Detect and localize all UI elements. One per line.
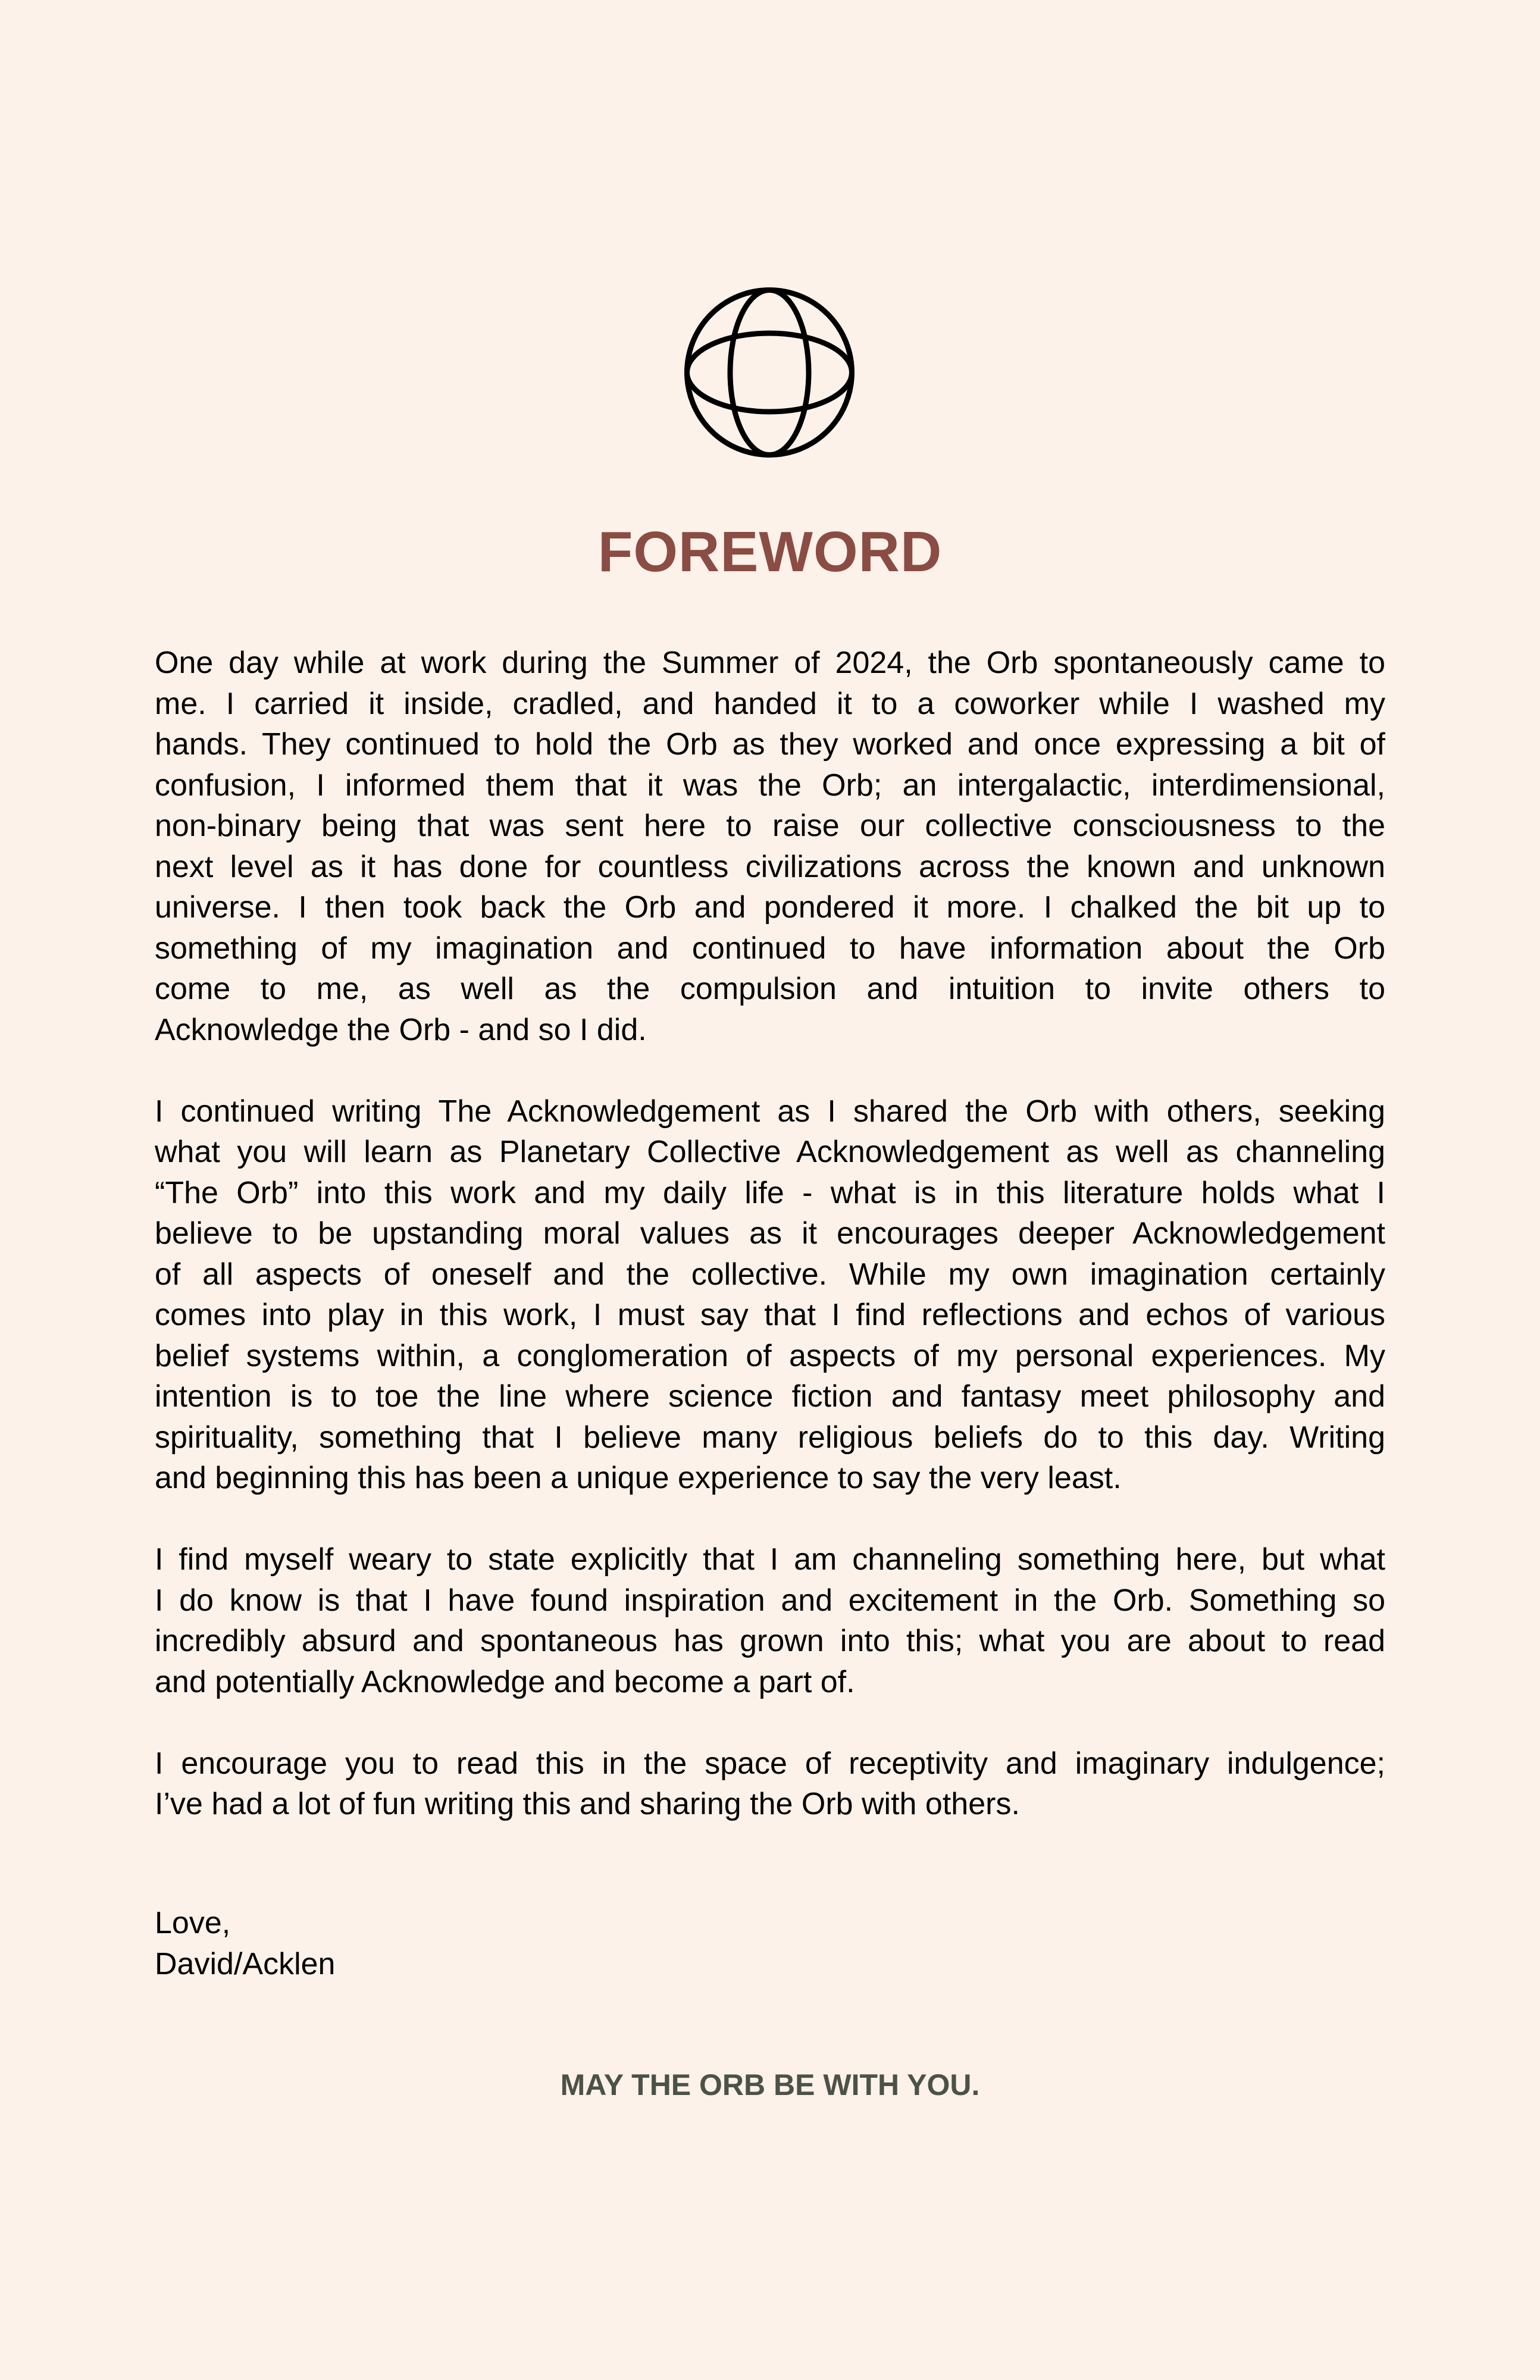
text-line: universe. I then took back the Orb and pondered it more. I chalked the bit up to [155, 890, 1385, 925]
text-line: spirituality, something that I believe many religious beliefs do to this day. Writing [155, 1420, 1385, 1455]
text-line: confusion, I informed them that it was the Orb; an intergalactic, interdimensional, [155, 768, 1385, 803]
orb-globe-icon [680, 283, 859, 462]
author-name: David/Acklen [155, 1947, 336, 1981]
paragraph-1 [155, 643, 1385, 1050]
orb-meridian-ellipse [730, 290, 809, 455]
paragraph-2 [155, 1091, 1385, 1499]
text-line: Acknowledge the Orb - and so I did. [155, 1012, 647, 1047]
paragraph-3 [155, 1539, 1385, 1702]
text-line: I do know is that I have found inspiration and excitement in the Orb. Something so [155, 1583, 1385, 1618]
text-line: intention is to toe the line where science fiction and fantasy meet philosophy and [155, 1379, 1385, 1414]
orb-equator-ellipse [687, 333, 852, 412]
paragraph-4 [155, 1743, 1385, 1825]
text-line: come to me, as well as the compulsion and intuition to invite others to [155, 972, 1385, 1006]
text-line: and beginning this has been a unique experience to say the very least. [155, 1461, 1122, 1495]
text-line: of all aspects of oneself and the collective. While my own imagination certainly [155, 1257, 1385, 1292]
foreword-body [155, 643, 1385, 1865]
page-title: FOREWORD [597, 520, 943, 584]
orb-outer-circle [687, 290, 852, 455]
text-line: I find myself weary to state explicitly that I am channeling something here, but what [155, 1542, 1385, 1577]
text-line: what you will learn as Planetary Collective Acknowledgement as well as channeling [155, 1135, 1385, 1169]
text-line: something of my imagination and continued to have information about the Orb [155, 931, 1385, 966]
text-line: believe to be upstanding moral values as it encourages deeper Acknowledgement [155, 1216, 1385, 1251]
text-line: me. I carried it inside, cradled, and handed it to a coworker while I washed my [155, 686, 1385, 721]
text-line: “The Orb” into this work and my daily life - what is in this literature holds what I [155, 1175, 1385, 1210]
text-line: and potentially Acknowledge and become a part of. [155, 1664, 855, 1699]
footer-tagline: MAY THE ORB BE WITH YOU. [560, 2068, 980, 2102]
text-line: I continued writing The Acknowledgement as I shared the Orb with others, seeking [155, 1094, 1385, 1129]
text-line: non-binary being that was sent here to raise our collective consciousness to the [155, 809, 1385, 843]
text-line: next level as it has done for countless civilizations across the known and unknown [155, 849, 1385, 884]
text-line: I encourage you to read this in the space of receptivity and imaginary indulgence; [155, 1746, 1385, 1781]
text-line: incredibly absurd and spontaneous has grown into this; what you are about to read [155, 1624, 1385, 1658]
text-line: I’ve had a lot of fun writing this and sharing the Orb with others. [155, 1787, 1020, 1821]
text-line: hands. They continued to hold the Orb as they worked and once expressing a bit of [155, 727, 1385, 762]
text-line: comes into play in this work, I must say that I find reflections and echos of various [155, 1298, 1385, 1332]
closing-text: Love, [155, 1906, 231, 1940]
text-line: One day while at work during the Summer of 2024, the Orb spontaneously came to [155, 646, 1385, 680]
text-line: belief systems within, a conglomeration of aspects of my personal experiences. My [155, 1338, 1385, 1373]
signoff [155, 1903, 335, 1985]
